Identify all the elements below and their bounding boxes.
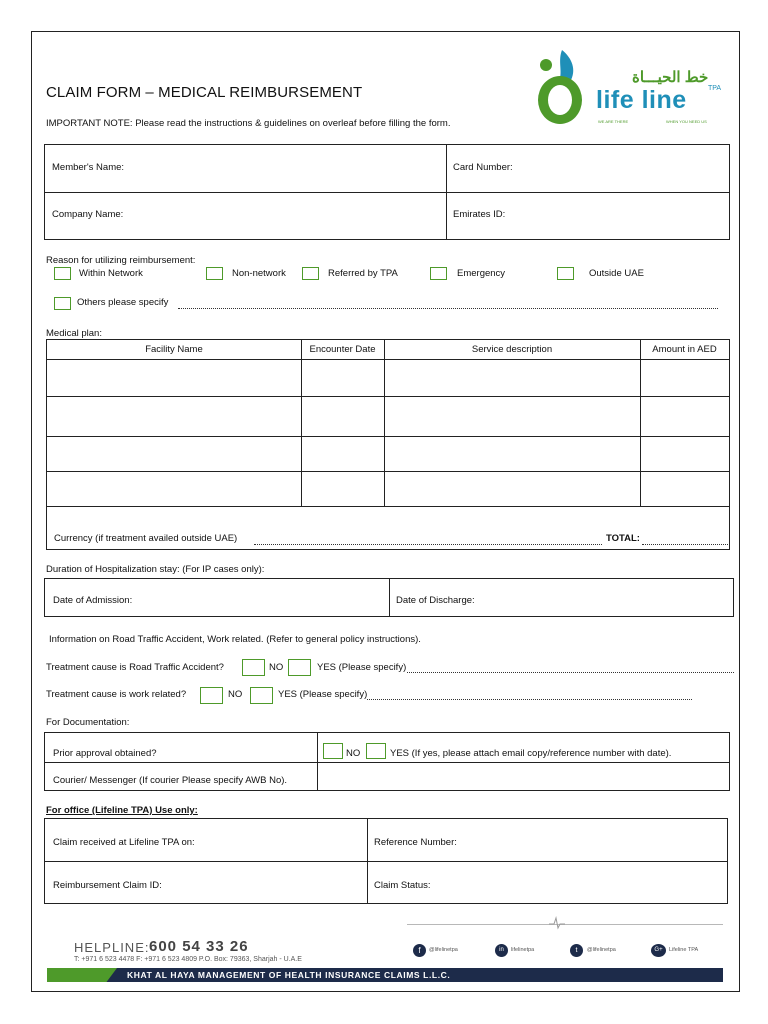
rta-no-label: NO xyxy=(269,662,284,673)
col-service-description: Service description xyxy=(471,344,553,355)
rta-no-checkbox[interactable] xyxy=(242,659,265,676)
logo-tagline-left: WE ARE THERE xyxy=(598,119,629,124)
card-number-field[interactable]: Card Number: xyxy=(453,162,513,173)
prior-approval-no-checkbox[interactable] xyxy=(323,743,343,759)
referred-by-tpa-label: Referred by TPA xyxy=(328,268,398,279)
footer-banner xyxy=(47,924,723,982)
date-of-admission-field[interactable]: Date of Admission: xyxy=(53,595,133,606)
accident-heading: Information on Road Traffic Accident, Work related. (Refer to general policy instructions). xyxy=(49,634,421,645)
currency-line[interactable] xyxy=(254,544,602,545)
work-no-label: NO xyxy=(228,689,243,700)
claim-received-field[interactable]: Claim received at Lifeline TPA on: xyxy=(53,837,195,848)
work-specify-line[interactable] xyxy=(367,699,692,700)
prior-approval-yes-checkbox[interactable] xyxy=(366,743,386,759)
within-network-checkbox[interactable] xyxy=(54,267,71,280)
emirates-id-field[interactable]: Emirates ID: xyxy=(453,209,506,220)
contact-info: T: +971 6 523 4478 F: +971 6 523 4809 P.O. Box: 79363, Sharjah - U.A.E xyxy=(74,956,302,963)
office-use-heading: For office (Lifeline TPA) Use only: xyxy=(46,805,198,816)
company-name-field[interactable]: Company Name: xyxy=(52,209,124,220)
currency-label: Currency (if treatment availed outside UAE) xyxy=(54,533,238,544)
heartbeat-icon xyxy=(549,916,565,930)
total-line[interactable] xyxy=(642,544,728,545)
others-specify-line[interactable] xyxy=(178,308,718,309)
logo-arabic: خط الحيـــاة xyxy=(632,69,709,86)
logo-tagline-right: WHEN YOU NEED US xyxy=(666,119,707,124)
reference-number-field[interactable]: Reference Number: xyxy=(374,837,457,848)
lifeline-logo xyxy=(532,40,732,130)
hospitalization-heading: Duration of Hospitalization stay: (For IP cases only): xyxy=(46,564,265,575)
emergency-checkbox[interactable] xyxy=(430,267,447,280)
helpline-label: HELPLINE: xyxy=(74,940,150,955)
work-no-checkbox[interactable] xyxy=(200,687,223,704)
emergency-label: Emergency xyxy=(457,268,506,279)
date-of-discharge-field[interactable]: Date of Discharge: xyxy=(396,595,475,606)
work-question: Treatment cause is work related? xyxy=(46,689,187,700)
medical-plan-table xyxy=(46,339,730,550)
helpline-number: 600 54 33 26 xyxy=(149,938,249,955)
col-encounter-date: Encounter Date xyxy=(309,344,376,355)
work-yes-checkbox[interactable] xyxy=(250,687,273,704)
outside-uae-label: Outside UAE xyxy=(589,268,644,279)
reimbursement-claim-id-field[interactable]: Reimbursement Claim ID: xyxy=(53,880,162,891)
col-amount-aed: Amount in AED xyxy=(652,344,717,355)
banner-accent xyxy=(47,968,117,982)
office-use-box xyxy=(44,818,728,904)
linkedin-icon[interactable]: in xyxy=(495,944,508,957)
rta-yes-label: YES (Please specify) xyxy=(317,662,407,673)
documentation-box xyxy=(44,732,730,791)
others-checkbox[interactable] xyxy=(54,297,71,310)
prior-approval-yes-label: YES (If yes, please attach email copy/reference number with date). xyxy=(390,748,672,759)
total-label: TOTAL: xyxy=(606,533,640,544)
company-name: KHAT AL HAYA MANAGEMENT OF HEALTH INSURANCE CLAIMS L.L.C. xyxy=(127,970,451,980)
rta-question: Treatment cause is Road Traffic Accident? xyxy=(46,662,224,673)
logo-tpa: TPA xyxy=(708,85,722,92)
facebook-icon[interactable]: f xyxy=(413,944,426,957)
claim-form-page xyxy=(31,31,740,992)
prior-approval-label: Prior approval obtained? xyxy=(53,748,157,759)
hospitalization-box xyxy=(44,578,734,617)
company-banner xyxy=(47,968,723,982)
claim-status-field[interactable]: Claim Status: xyxy=(374,880,431,891)
google-plus-icon[interactable]: G+ xyxy=(651,944,666,957)
col-facility-name: Facility Name xyxy=(145,344,203,355)
rta-yes-checkbox[interactable] xyxy=(288,659,311,676)
logo-name: life line xyxy=(596,86,687,114)
within-network-label: Within Network xyxy=(79,268,143,279)
important-note: IMPORTANT NOTE: Please read the instructions & guidelines on overleaf before filling the form. xyxy=(46,118,451,129)
social-linkedin[interactable]: lifelinetpa xyxy=(511,947,535,953)
non-network-checkbox[interactable] xyxy=(206,267,223,280)
others-label: Others please specify xyxy=(77,297,169,308)
member-details-box xyxy=(44,144,730,240)
referred-by-tpa-checkbox[interactable] xyxy=(302,267,319,280)
rta-specify-line[interactable] xyxy=(407,672,734,673)
form-title: CLAIM FORM – MEDICAL REIMBURSEMENT xyxy=(46,84,363,101)
work-yes-label: YES (Please specify) xyxy=(278,689,368,700)
courier-field[interactable]: Courier/ Messenger (If courier Please specify AWB No). xyxy=(53,775,288,786)
reason-heading: Reason for utilizing reimbursement: xyxy=(46,255,196,266)
non-network-label: Non-network xyxy=(232,268,286,279)
documentation-heading: For Documentation: xyxy=(46,717,130,728)
twitter-icon[interactable]: t xyxy=(570,944,583,957)
social-facebook[interactable]: @lifelinetpa xyxy=(429,947,458,953)
social-google-plus[interactable]: Lifeline TPA xyxy=(669,947,699,953)
members-name-field[interactable]: Member's Name: xyxy=(52,162,125,173)
social-twitter[interactable]: @lifelinetpa xyxy=(587,947,616,953)
medical-plan-heading: Medical plan: xyxy=(46,328,102,339)
outside-uae-checkbox[interactable] xyxy=(557,267,574,280)
prior-approval-no-label: NO xyxy=(346,748,361,759)
